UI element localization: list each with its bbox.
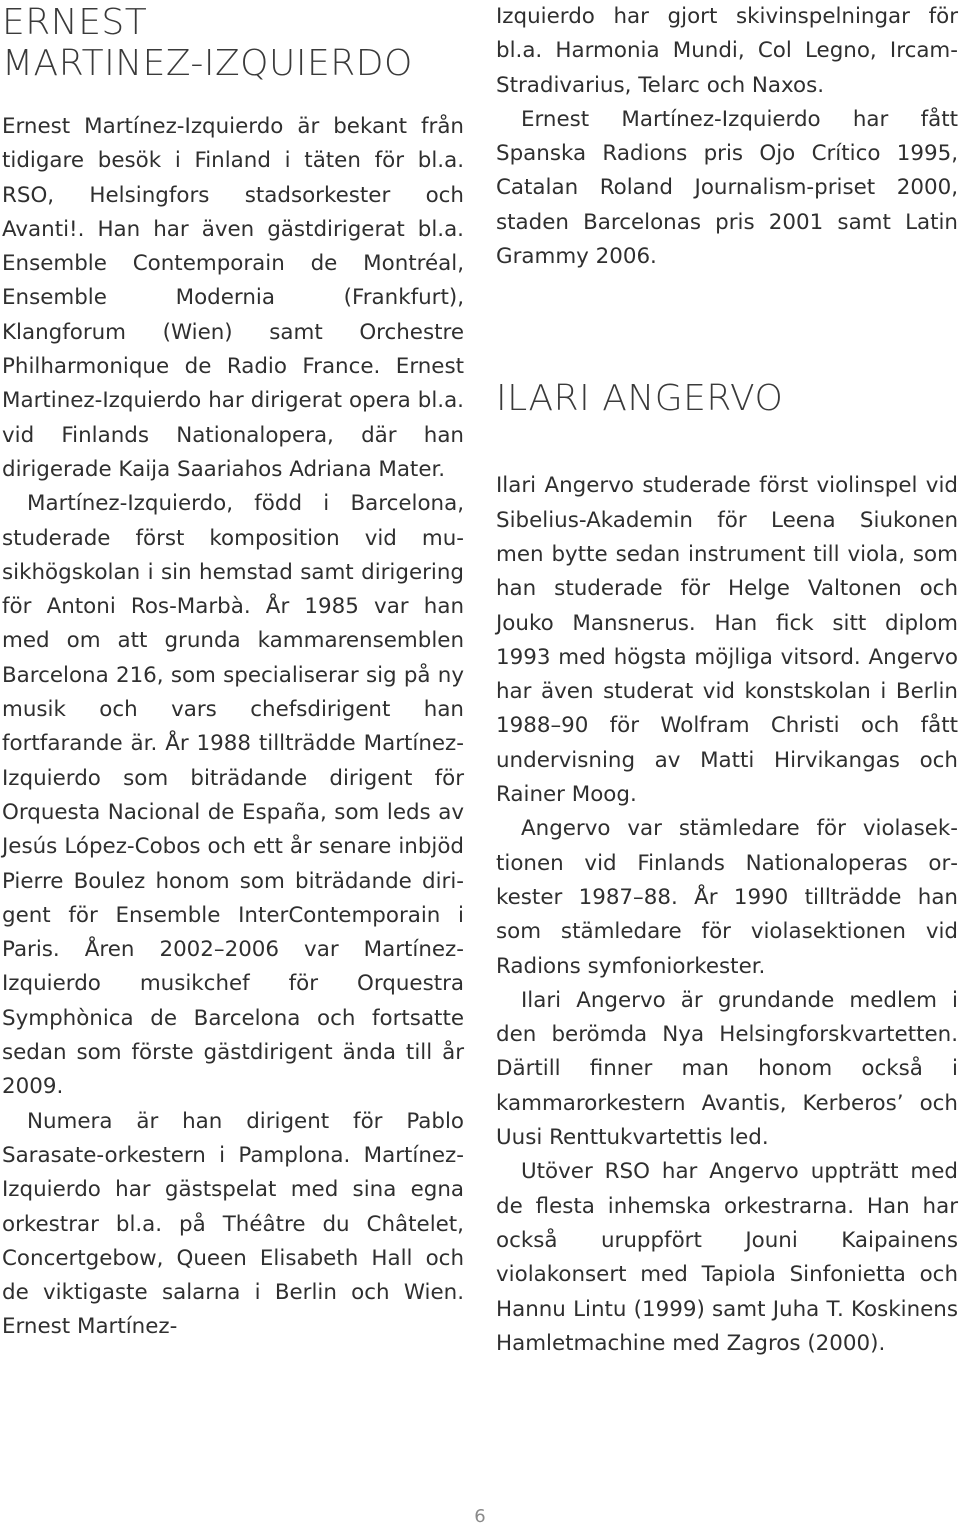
bio-paragraph: Ilari Angervo studerade först violinspel vid Sibelius-Akademin för Leena Siukonen men bytte sedan instrument till viola, som han studerade för Helge Valtonen och Jouko Mansnerus. Han fick sitt diplom 1993 med högsta möjliga vitsord. Angervo har även studerat vid konstskolan i Berlin 1988–90 för Wolfram Christi och fått undervisning av Matti Hirvikangas och Rainer Moog. <box>496 473 958 808</box>
bio-paragraph: Utöver RSO har Angervo uppträtt med de flesta inhemska orkestrarna. Han har också uruppfört Jouni Kaipainens violakonsert med Tapiola Sinfonietta och Hannu Lintu (1999) samt Juha T. Koskinens Hamletmachine med Zagros (2000). <box>496 1159 958 1356</box>
heading-spacer <box>496 419 958 469</box>
heading-line-2: MARTINEZ-IZQUIERDO <box>2 43 413 84</box>
heading-line-1: ERNEST <box>2 2 148 43</box>
heading-spacer <box>2 84 464 110</box>
continuation-paragraph: Ernest Martínez-Izquierdo har fått Spanska Radions pris Ojo Crítico 1995, Catalan Roland Journalism-priset 2000, staden Barcelonas pris 2001 samt Latin Grammy 2006. <box>496 106 958 270</box>
bio-paragraph: Ernest Martínez-Izquierdo är bekant från tidigare besök i Finland i täten för bl.a. RSO, Helsingfors stadsorkester och Avanti!. Han har även gästdirigerat bl.a. Ensemble Contemporain de Montréal, Ensemble Modernia (Frankfurt), Klangforum (Wien) samt Orchestre Philharmonique de Radio France. Ernest Martinez-Izquierdo har dirigerat opera bl.a. vid Finlands Nationalopera, där han dirigerade Kaija Saariahos Adriana Mater. <box>2 114 464 482</box>
section-heading-ernest <box>2 2 464 84</box>
page-number: 6 <box>474 1506 486 1527</box>
bio-paragraph: Ilari Angervo är grundande medlem i den berömda Nya Helsingforskvartetten. Därtill finner man honom också i kammarorkestern Avantis, Kerberos’ och Uusi Renttukvartettis led. <box>496 987 958 1151</box>
section-heading-ilari: ILARI ANGERVO <box>496 378 784 420</box>
right-column <box>496 0 958 1361</box>
bio-paragraph: Martínez-Izquierdo, född i Barcelona, studerade först komposition vid musikhögskolan i sin hemstad samt dirigering för Antoni Ros-Marbà. År 1985 var han med om att grunda kammarensemblen Barcelona 216, som specialiserar sig på ny musik och vars chefsdirigent han fortfarande är. År 1988 tillträdde Martínez-Izquierdo som biträdande dirigent för Orquesta Nacional de España, som leds av Jesús López-Cobos och ett år senare inbjöd Pierre Boulez honom som biträdande dirigent för Ensemble InterContemporain i Paris. Åren 2002–2006 var Martínez-Izquierdo musikchef för Orquestra Symphònica de Barcelona och fortsatte sedan som förste gästdirigent ända till år 2009. <box>2 491 464 1100</box>
bio-paragraph: Angervo var stämledare för violasektionen vid Finlands Nationaloperas orkester 1987–88. År 1990 tillträdde han som stämledare för violasektionen vid Radions symfoniorkester. <box>496 816 958 979</box>
continuation-paragraph: Izquierdo har gjort skivinspelningar för bl.a. Harmonia Mundi, Col Legno, Ircam- Stradivarius, Telarc och Naxos. <box>496 4 958 98</box>
left-column <box>2 0 464 1345</box>
section-spacer <box>496 274 958 378</box>
bio-paragraph: Numera är han dirigent för Pablo Sarasate-orkestern i Pamplona. Martínez-Izquierdo har gästspelat med sina egna orkestrar bl.a. på Théâtre du Châtelet, Concertgebow, Queen Elisabeth Hall och de viktigaste salarna i Berlin och Wien. Ernest Martínez- <box>2 1108 464 1340</box>
